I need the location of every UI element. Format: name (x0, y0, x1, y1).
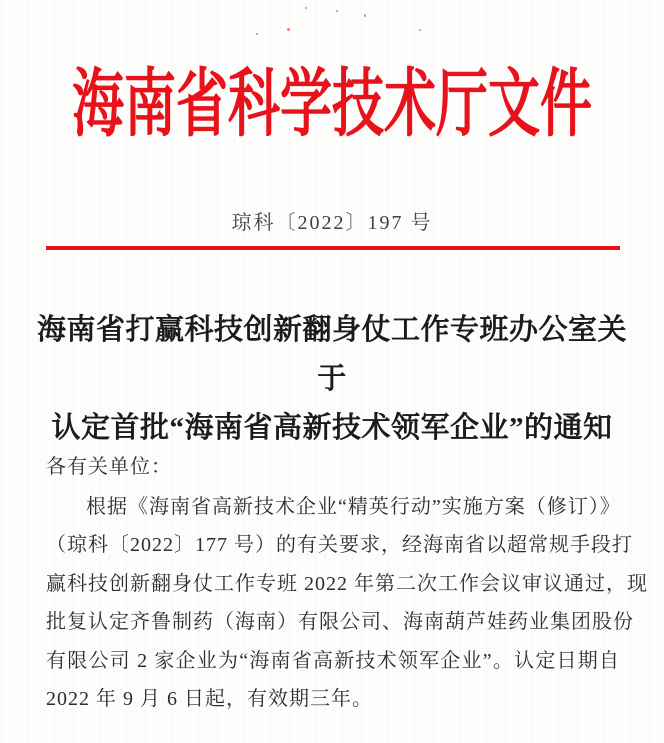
paragraph-line: （琼科〔2022〕177 号）的有关要求，经海南省以超常规手段打 (46, 534, 633, 556)
scan-speck (305, 7, 307, 9)
paragraph-line: 有限公司 2 家企业为“海南省高新技术领军企业”。认定日期自 (46, 649, 620, 672)
paragraph-line: 2022 年 9 月 6 日起，有效期三年。 (46, 688, 373, 710)
document-header-title (0, 44, 664, 147)
scan-speck (364, 14, 366, 17)
document-title-line-2: 认定首批“海南省高新技术领军企业”的通知 (51, 412, 613, 444)
scan-speck (419, 29, 421, 31)
paragraph-line: 根据《海南省高新技术企业“精英行动”实施方案（修订）》 (86, 495, 621, 518)
paragraph-line: 批复认定齐鲁制药（海南）有限公司、海南葫芦娃药业集团股份 (46, 611, 634, 633)
document-title (24, 306, 640, 453)
document-title-line-1: 海南省打赢科技创新翻身仗工作专班办公室关于 (36, 314, 627, 395)
document-body (46, 448, 648, 719)
red-divider-line (46, 246, 620, 250)
scan-speck (336, 10, 338, 12)
document-number: 琼科〔2022〕197 号 (231, 212, 433, 234)
salutation: 各有关单位： (46, 456, 172, 478)
scan-speck (287, 28, 290, 31)
document-header-title-text: 海南省科学技术厅文件 (71, 65, 592, 147)
paragraph-line: 赢科技创新翻身仗工作专班 2022 年第二次工作会议审议通过，现 (46, 572, 648, 595)
scan-speck (256, 33, 258, 35)
